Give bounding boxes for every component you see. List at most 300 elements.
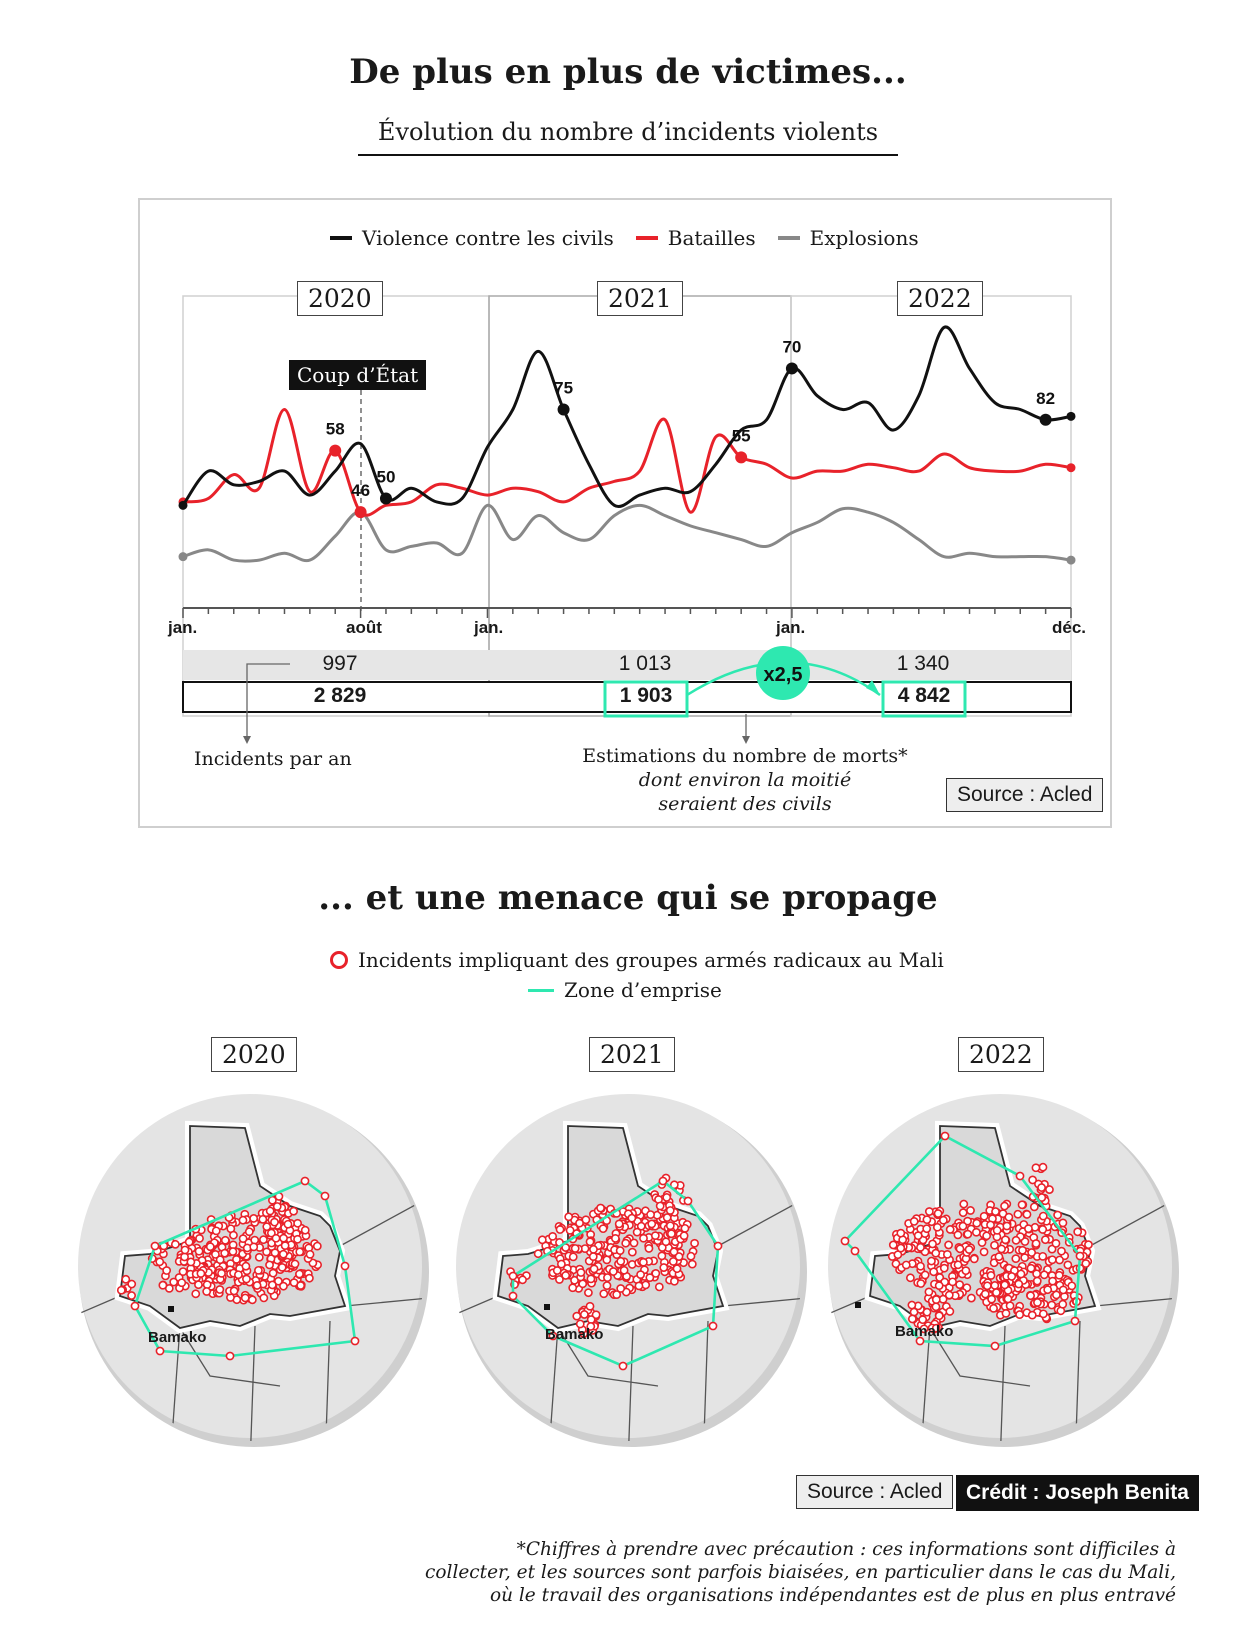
incident-point bbox=[197, 1270, 204, 1277]
incident-point bbox=[1002, 1310, 1009, 1317]
deaths-caption bbox=[560, 744, 930, 816]
incident-point bbox=[1049, 1256, 1056, 1263]
series-end-point bbox=[1067, 412, 1076, 421]
incident-point bbox=[897, 1230, 904, 1237]
deaths-connector-head bbox=[742, 736, 750, 744]
incident-point bbox=[290, 1208, 297, 1215]
incident-point bbox=[933, 1296, 940, 1303]
incident-point bbox=[962, 1267, 969, 1274]
incident-point bbox=[1053, 1291, 1060, 1298]
incident-circle-icon bbox=[330, 951, 348, 969]
incident-point bbox=[946, 1308, 953, 1315]
top-title: De plus en plus de victimes... bbox=[349, 52, 907, 92]
incident-point bbox=[923, 1309, 930, 1316]
incident-point bbox=[617, 1247, 624, 1254]
incident-point bbox=[954, 1261, 961, 1268]
footnote-line-1: *Chiffres à prendre avec précaution : ces informations sont difficiles à bbox=[516, 1539, 1176, 1560]
annotation-point bbox=[380, 492, 392, 504]
incident-point bbox=[1052, 1240, 1059, 1247]
annotation-label: 55 bbox=[731, 426, 751, 446]
incident-point bbox=[1014, 1211, 1021, 1218]
incident-point bbox=[294, 1220, 301, 1227]
incident-point bbox=[163, 1267, 170, 1274]
incident-point bbox=[664, 1214, 671, 1221]
incident-point bbox=[998, 1245, 1005, 1252]
incident-point bbox=[213, 1227, 220, 1234]
incident-point bbox=[982, 1290, 989, 1297]
incident-point bbox=[928, 1257, 935, 1264]
incident-point bbox=[926, 1208, 933, 1215]
zone-vertex bbox=[619, 1362, 626, 1369]
incident-point bbox=[280, 1235, 287, 1242]
incident-point bbox=[681, 1232, 688, 1239]
incident-point bbox=[519, 1276, 526, 1283]
incident-point bbox=[280, 1283, 287, 1290]
incident-point bbox=[263, 1248, 270, 1255]
source-badge-chart: Source : Acled bbox=[946, 778, 1103, 812]
incident-point bbox=[539, 1236, 546, 1243]
incident-point bbox=[936, 1282, 943, 1289]
incident-point bbox=[1001, 1281, 1008, 1288]
incident-point bbox=[269, 1281, 276, 1288]
incident-point bbox=[670, 1248, 677, 1255]
zone-vertex bbox=[351, 1337, 358, 1344]
incident-point bbox=[612, 1235, 619, 1242]
incident-point bbox=[1056, 1272, 1063, 1279]
incident-point bbox=[231, 1287, 238, 1294]
incident-point bbox=[591, 1265, 598, 1272]
incident-point bbox=[983, 1232, 990, 1239]
zone-vertex bbox=[684, 1197, 691, 1204]
incident-point bbox=[973, 1220, 980, 1227]
incident-point bbox=[212, 1251, 219, 1258]
incident-point bbox=[290, 1279, 297, 1286]
incident-point bbox=[917, 1244, 924, 1251]
incident-point bbox=[897, 1245, 904, 1252]
incident-point bbox=[949, 1278, 956, 1285]
incident-point bbox=[280, 1251, 287, 1258]
incident-point bbox=[646, 1274, 653, 1281]
incident-point bbox=[240, 1235, 247, 1242]
incident-point bbox=[691, 1240, 698, 1247]
incident-point bbox=[572, 1245, 579, 1252]
incident-point bbox=[628, 1215, 635, 1222]
incident-point bbox=[660, 1264, 667, 1271]
incident-point bbox=[556, 1226, 563, 1233]
bamako-marker bbox=[855, 1302, 861, 1308]
map-2021 bbox=[428, 1094, 828, 1450]
zone-vertex bbox=[841, 1237, 848, 1244]
incident-point bbox=[1054, 1211, 1061, 1218]
incident-point bbox=[250, 1215, 257, 1222]
incident-point bbox=[159, 1282, 166, 1289]
incident-point bbox=[235, 1271, 242, 1278]
incident-point bbox=[947, 1226, 954, 1233]
incident-point bbox=[279, 1264, 286, 1271]
city-label-2020: Bamako bbox=[148, 1329, 207, 1346]
incident-point bbox=[922, 1271, 929, 1278]
incident-point bbox=[645, 1245, 652, 1252]
series-end-point bbox=[179, 552, 188, 561]
incident-point bbox=[306, 1275, 313, 1282]
incident-point bbox=[658, 1252, 665, 1259]
zone-vertex bbox=[714, 1242, 721, 1249]
incident-point bbox=[656, 1283, 663, 1290]
incident-point bbox=[941, 1265, 948, 1272]
incident-point bbox=[549, 1233, 556, 1240]
zone-vertex bbox=[151, 1242, 158, 1249]
incident-point bbox=[203, 1288, 210, 1295]
incident-point bbox=[1027, 1292, 1034, 1299]
legend-civils-label: Violence contre les civils bbox=[362, 226, 614, 250]
incident-point bbox=[576, 1220, 583, 1227]
incident-point bbox=[991, 1242, 998, 1249]
incident-point bbox=[1048, 1301, 1055, 1308]
zone-vertex bbox=[659, 1177, 666, 1184]
incident-point bbox=[1002, 1236, 1009, 1243]
incident-point bbox=[907, 1274, 914, 1281]
incident-point bbox=[917, 1263, 924, 1270]
incident-point bbox=[990, 1305, 997, 1312]
incident-point bbox=[172, 1241, 179, 1248]
incident-point bbox=[1056, 1256, 1063, 1263]
incident-point bbox=[890, 1241, 897, 1248]
annotation-point bbox=[1040, 414, 1052, 426]
incident-point bbox=[944, 1251, 951, 1258]
incident-point bbox=[246, 1228, 253, 1235]
annotation-point bbox=[735, 451, 747, 463]
annotation-label: 46 bbox=[351, 481, 371, 501]
incident-point bbox=[604, 1274, 611, 1281]
incident-point bbox=[923, 1225, 930, 1232]
multiplier-text: x2,5 bbox=[763, 664, 803, 686]
incident-point bbox=[1021, 1254, 1028, 1261]
incident-point bbox=[673, 1265, 680, 1272]
incident-point bbox=[221, 1250, 228, 1257]
incident-point bbox=[570, 1253, 577, 1260]
incident-point bbox=[1074, 1228, 1081, 1235]
map-year-2022: 2022 bbox=[958, 1037, 1044, 1072]
incident-point bbox=[260, 1236, 267, 1243]
legend-batailles-label: Batailles bbox=[667, 226, 756, 250]
annotation-point bbox=[355, 506, 367, 518]
incident-point bbox=[1034, 1299, 1041, 1306]
incident-point bbox=[535, 1250, 542, 1257]
deaths-2021: 1 903 bbox=[619, 684, 673, 707]
incident-point bbox=[586, 1303, 593, 1310]
incidents-caption: Incidents par an bbox=[194, 748, 352, 770]
zone-vertex bbox=[341, 1262, 348, 1269]
incident-point bbox=[980, 1248, 987, 1255]
incident-point bbox=[1041, 1271, 1048, 1278]
incident-point bbox=[239, 1217, 246, 1224]
map-legend-incidents bbox=[330, 948, 944, 972]
annotation-point bbox=[329, 445, 341, 457]
incident-point bbox=[267, 1207, 274, 1214]
incident-point bbox=[908, 1301, 915, 1308]
incident-point bbox=[1039, 1164, 1046, 1171]
incident-point bbox=[302, 1227, 309, 1234]
incident-point bbox=[932, 1303, 939, 1310]
incident-point bbox=[586, 1238, 593, 1245]
incident-point bbox=[1016, 1311, 1023, 1318]
incident-point bbox=[1033, 1270, 1040, 1277]
year-box-2022: 2022 bbox=[897, 281, 983, 316]
incident-point bbox=[128, 1292, 135, 1299]
incident-point bbox=[603, 1256, 610, 1263]
series-line-explosions bbox=[183, 505, 1071, 561]
incident-point bbox=[266, 1261, 273, 1268]
source-badge-maps: Source : Acled bbox=[796, 1475, 953, 1509]
incident-point bbox=[987, 1272, 994, 1279]
incident-point bbox=[577, 1269, 584, 1276]
city-label-2021: Bamako bbox=[545, 1326, 604, 1343]
incident-point bbox=[687, 1253, 694, 1260]
incident-point bbox=[635, 1282, 642, 1289]
series-end-point bbox=[1067, 556, 1076, 565]
incident-point bbox=[1046, 1186, 1053, 1193]
zone-vertex bbox=[851, 1247, 858, 1254]
zone-vertex bbox=[226, 1352, 233, 1359]
incident-point bbox=[648, 1220, 655, 1227]
incident-point bbox=[590, 1246, 597, 1253]
incident-point bbox=[652, 1232, 659, 1239]
bamako-marker bbox=[168, 1306, 174, 1312]
incident-point bbox=[992, 1208, 999, 1215]
incident-point bbox=[207, 1243, 214, 1250]
incident-point bbox=[640, 1235, 647, 1242]
map-2020 bbox=[50, 1094, 450, 1450]
incident-point bbox=[600, 1225, 607, 1232]
incidents-2022: 1 340 bbox=[896, 652, 950, 675]
incident-point bbox=[934, 1224, 941, 1231]
incident-point bbox=[909, 1315, 916, 1322]
zone-vertex bbox=[321, 1192, 328, 1199]
incident-point bbox=[610, 1268, 617, 1275]
incident-point bbox=[249, 1296, 256, 1303]
incident-point bbox=[978, 1239, 985, 1246]
incident-point bbox=[1015, 1280, 1022, 1287]
incident-point bbox=[1040, 1212, 1047, 1219]
incident-point bbox=[1038, 1184, 1045, 1191]
incident-point bbox=[1044, 1286, 1051, 1293]
incident-point bbox=[195, 1248, 202, 1255]
incident-point bbox=[1008, 1273, 1015, 1280]
incidents-connector-head bbox=[243, 736, 251, 744]
year-box-2020: 2020 bbox=[297, 281, 383, 316]
city-label-2022: Bamako bbox=[895, 1323, 954, 1340]
incident-point bbox=[964, 1231, 971, 1238]
incident-point bbox=[960, 1200, 967, 1207]
incident-point bbox=[242, 1294, 249, 1301]
incident-point bbox=[935, 1210, 942, 1217]
incident-point bbox=[1029, 1176, 1036, 1183]
incident-point bbox=[581, 1311, 588, 1318]
incident-point bbox=[179, 1268, 186, 1275]
annotation-point bbox=[558, 404, 570, 416]
incident-point bbox=[294, 1236, 301, 1243]
series-end-point bbox=[1067, 463, 1076, 472]
incident-point bbox=[296, 1270, 303, 1277]
zone-vertex bbox=[1016, 1172, 1023, 1179]
annotation-point bbox=[786, 362, 798, 374]
incident-point bbox=[573, 1313, 580, 1320]
incident-point bbox=[1039, 1226, 1046, 1233]
incident-point bbox=[616, 1220, 623, 1227]
xlabel-jan-2020: jan. bbox=[168, 618, 198, 637]
xlabel-dec: déc. bbox=[1052, 618, 1087, 637]
incidents-2020: 997 bbox=[322, 652, 358, 675]
map-legend-zone bbox=[528, 978, 722, 1002]
incident-point bbox=[178, 1279, 185, 1286]
footnote bbox=[276, 1538, 1176, 1607]
incident-point bbox=[1017, 1270, 1024, 1277]
incident-point bbox=[181, 1246, 188, 1253]
incident-point bbox=[1034, 1277, 1041, 1284]
zone-vertex bbox=[156, 1347, 163, 1354]
incident-point bbox=[569, 1284, 576, 1291]
incident-point bbox=[271, 1219, 278, 1226]
incident-point bbox=[668, 1230, 675, 1237]
annotation-label: 82 bbox=[1036, 388, 1056, 408]
year-box-2021: 2021 bbox=[597, 281, 683, 316]
incident-point bbox=[565, 1213, 572, 1220]
incident-point bbox=[253, 1282, 260, 1289]
incident-point bbox=[981, 1213, 988, 1220]
incident-point bbox=[915, 1232, 922, 1239]
zone-vertex bbox=[991, 1342, 998, 1349]
incident-point bbox=[936, 1312, 943, 1319]
incident-point bbox=[956, 1281, 963, 1288]
incident-point bbox=[903, 1261, 910, 1268]
incident-point bbox=[192, 1290, 199, 1297]
incident-point bbox=[932, 1250, 939, 1257]
incident-point bbox=[621, 1267, 628, 1274]
incident-point bbox=[230, 1232, 237, 1239]
map-year-2021: 2021 bbox=[589, 1037, 675, 1072]
incident-point bbox=[1012, 1237, 1019, 1244]
incident-point bbox=[562, 1272, 569, 1279]
incident-point bbox=[156, 1258, 163, 1265]
deaths-caption-sub1: dont environ la moitié bbox=[638, 769, 852, 791]
incident-point bbox=[222, 1237, 229, 1244]
incident-point bbox=[995, 1253, 1002, 1260]
incident-point bbox=[629, 1249, 636, 1256]
incident-point bbox=[291, 1260, 298, 1267]
incident-point bbox=[622, 1240, 629, 1247]
credit-badge: Crédit : Joseph Benita bbox=[956, 1475, 1199, 1511]
bamako-marker bbox=[544, 1304, 550, 1310]
bottom-title: ... et une menace qui se propage bbox=[318, 878, 938, 918]
xlabel-jan-2021: jan. bbox=[474, 618, 504, 637]
incident-point bbox=[306, 1251, 313, 1258]
deaths-2020: 2 829 bbox=[313, 684, 367, 707]
annotation-label: 58 bbox=[325, 419, 345, 439]
coup-label: Coup d’État bbox=[289, 360, 426, 390]
incident-point bbox=[585, 1289, 592, 1296]
incident-point bbox=[1032, 1240, 1039, 1247]
incident-point bbox=[917, 1280, 924, 1287]
incident-point bbox=[272, 1235, 279, 1242]
incident-point bbox=[988, 1296, 995, 1303]
xlabel-jan-2022: jan. bbox=[776, 618, 806, 637]
incident-point bbox=[647, 1211, 654, 1218]
incident-point bbox=[1004, 1295, 1011, 1302]
incident-point bbox=[1042, 1236, 1049, 1243]
incident-point bbox=[667, 1207, 674, 1214]
incident-point bbox=[1023, 1211, 1030, 1218]
incident-point bbox=[118, 1287, 125, 1294]
zone-vertex bbox=[509, 1272, 516, 1279]
incident-point bbox=[243, 1275, 250, 1282]
incident-point bbox=[617, 1258, 624, 1265]
zone-vertex bbox=[131, 1302, 138, 1309]
incident-point bbox=[196, 1235, 203, 1242]
incident-point bbox=[1059, 1301, 1066, 1308]
incident-point bbox=[1060, 1286, 1067, 1293]
incident-point bbox=[282, 1242, 289, 1249]
incident-point bbox=[973, 1229, 980, 1236]
incident-point bbox=[1031, 1203, 1038, 1210]
incident-point bbox=[638, 1223, 645, 1230]
incident-point bbox=[613, 1291, 620, 1298]
incident-point bbox=[657, 1202, 664, 1209]
incident-point bbox=[284, 1221, 291, 1228]
legend-explosions-label: Explosions bbox=[809, 226, 919, 250]
map-legend-incidents-label: Incidents impliquant des groupes armés radicaux au Mali bbox=[358, 948, 944, 972]
incident-point bbox=[597, 1204, 604, 1211]
incident-point bbox=[229, 1248, 236, 1255]
incident-point bbox=[250, 1243, 257, 1250]
incident-point bbox=[1019, 1247, 1026, 1254]
zone-vertex bbox=[1071, 1317, 1078, 1324]
incident-point bbox=[959, 1223, 966, 1230]
annotation-label: 70 bbox=[782, 337, 802, 357]
incident-point bbox=[1001, 1202, 1008, 1209]
footnote-line-2: collecter, et les sources sont parfois biaisées, en particulier dans le cas du Mali, bbox=[425, 1562, 1176, 1583]
incident-point bbox=[945, 1241, 952, 1248]
map-year-2020: 2020 bbox=[211, 1037, 297, 1072]
top-subtitle: Évolution du nombre d’incidents violents bbox=[358, 118, 898, 156]
zone-line-icon bbox=[528, 989, 554, 992]
map-legend-zone-label: Zone d’emprise bbox=[564, 978, 722, 1002]
xlabel-aout: août bbox=[346, 618, 382, 637]
incident-point bbox=[640, 1259, 647, 1266]
incident-point bbox=[195, 1281, 202, 1288]
incident-point bbox=[256, 1254, 263, 1261]
incident-point bbox=[314, 1242, 321, 1249]
incident-point bbox=[274, 1203, 281, 1210]
zone-vertex bbox=[509, 1292, 516, 1299]
incidents-2021: 1 013 bbox=[618, 652, 672, 675]
incident-point bbox=[587, 1275, 594, 1282]
incident-point bbox=[630, 1239, 637, 1246]
incident-point bbox=[1068, 1282, 1075, 1289]
maps-svg bbox=[0, 1030, 1256, 1450]
incident-point bbox=[929, 1240, 936, 1247]
incident-point bbox=[956, 1245, 963, 1252]
incident-point bbox=[603, 1282, 610, 1289]
incident-point bbox=[967, 1207, 974, 1214]
incident-point bbox=[965, 1246, 972, 1253]
incident-point bbox=[1058, 1248, 1065, 1255]
incident-point bbox=[1059, 1219, 1066, 1226]
incident-point bbox=[984, 1282, 991, 1289]
incident-point bbox=[255, 1267, 262, 1274]
incident-point bbox=[567, 1227, 574, 1234]
deaths-caption-main: Estimations du nombre de morts* bbox=[582, 745, 908, 767]
incident-point bbox=[954, 1231, 961, 1238]
